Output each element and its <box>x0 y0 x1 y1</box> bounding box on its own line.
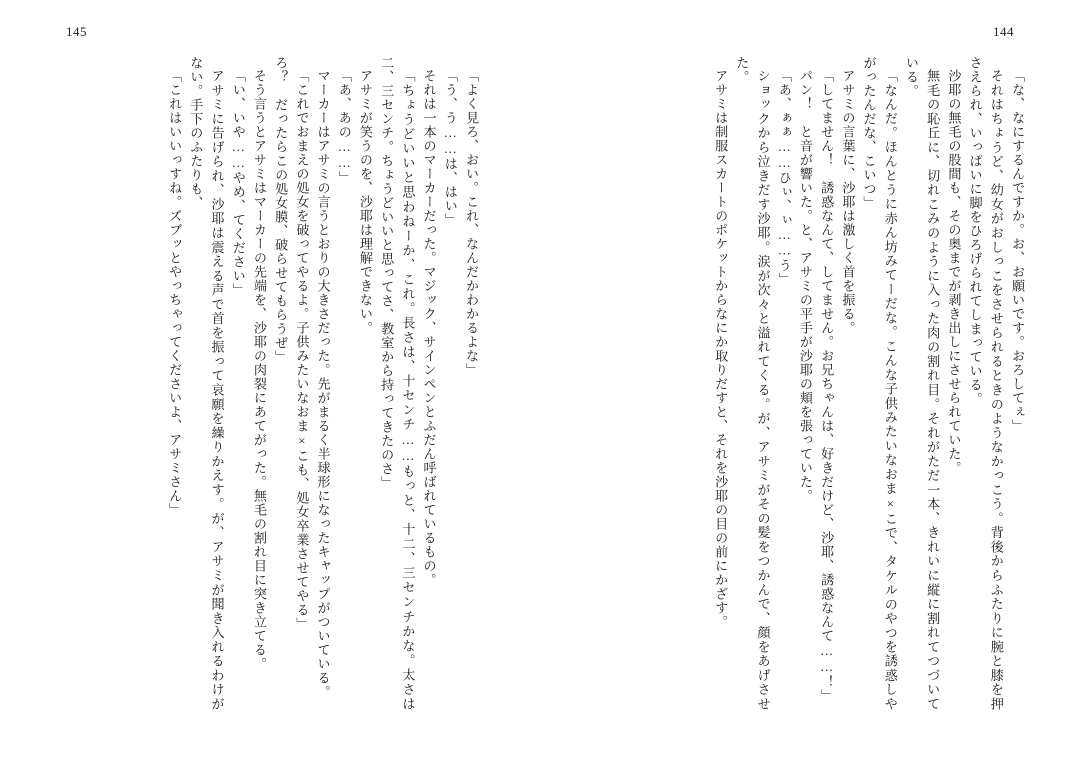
paragraph: マーカーはアサミの言うとおりの大きさだった。先がまるく半球形になったキャップがついている。 <box>315 69 331 700</box>
left-page-text <box>52 56 482 711</box>
paragraph: 「なんだ。ほんとうに赤ん坊みてーだな。こんな子供みたいなおま×こで、タケルのやつを誘惑しやがったんだな、こいつ」 <box>861 56 898 711</box>
page-number-right: 144 <box>993 24 1014 39</box>
paragraph: 無毛の恥丘に、切れこみのように入った肉の割れ目。それがただ一本、きれいに縦に割れてつづいている。 <box>903 56 941 711</box>
paragraph: 「これでおまえの処女を破ってやるよ。子供みたいなおま×こも、処女卒業させてやる」 <box>294 69 310 631</box>
paragraph: 「う、う……は、はい」 <box>442 69 458 227</box>
page-number-left: 145 <box>66 24 87 39</box>
paragraph: アサミは制服スカートのポケットからなにか取りだすと、それを沙耶の目の前にかざす。 <box>713 69 729 630</box>
paragraph: 「あ、あの……」 <box>336 69 352 185</box>
paragraph: 「あ、ぁぁ……ひぃ、ぃ……う」 <box>776 69 792 287</box>
paragraph: 「い、いや……やめ、てください」 <box>230 69 246 297</box>
paragraph: ショックから泣きだす沙耶。涙が次々と溢れてくる。が、アサミがその髪をつかんで、顔をあげさせた。 <box>734 56 771 711</box>
paragraph: それは一本のマーカーだった。マジック、サインペンとふだん呼ばれているもの。 <box>421 69 437 588</box>
paragraph: 「よく見ろ、おい。これ、なんだかわかるよな」 <box>464 69 479 378</box>
paragraph: アサミに告げられ、沙耶は震える声で首を振って哀願を繰りかえす。が、アサミが聞き入れるわけがない。手下のふたりも、 <box>188 56 225 711</box>
paragraph: それはちょうど、幼女がおしっこをさせられるときのようなかっこう。背後からふたりに腕と膝を押さえられ、いっぱいに脚をひろげられてしまっている。 <box>967 56 1004 711</box>
paragraph: 「な、なにするんですか。お、お願いです。おろしてぇ」 <box>1010 69 1025 434</box>
paragraph: アサミの言葉に、沙耶は激しく首を振る。 <box>840 69 856 336</box>
paragraph: 「ちょうどいいと思わねーか、これ。長さは、十センチ……もっと、十二、三センチかな。太さは二、三センチ。ちょうどいいと思ってさ、教室から持ってきたのさ」 <box>379 56 416 711</box>
paragraph: そう言うとアサミはマーカーの先端を、沙耶の肉裂にあてがった。無毛の割れ目に突き立てる。 <box>251 69 267 672</box>
paragraph: 「してません！ 誘惑なんて、してません。お兄ちゃんは、好きだけど、沙耶、誘惑なんて……！」 <box>819 69 835 703</box>
spread-container <box>0 56 1080 746</box>
paragraph: パン！ と音が響いた。と、アサミの平手が沙耶の頬を張っていた。 <box>797 69 813 504</box>
paragraph: 「これはいいっすね。ズブッとやっちゃってくださいよ、アサミさん」 <box>167 69 183 518</box>
paragraph: アサミが笑うのを、沙耶は理解できない。 <box>357 69 373 336</box>
paragraph: 沙耶の無毛の股間も、その奥までが剥き出しにさせられていた。 <box>946 69 962 476</box>
paragraph: ろ？ だったらこの処女膜、破らせてもらうぜ」 <box>273 56 289 364</box>
right-page-text <box>598 56 1028 711</box>
